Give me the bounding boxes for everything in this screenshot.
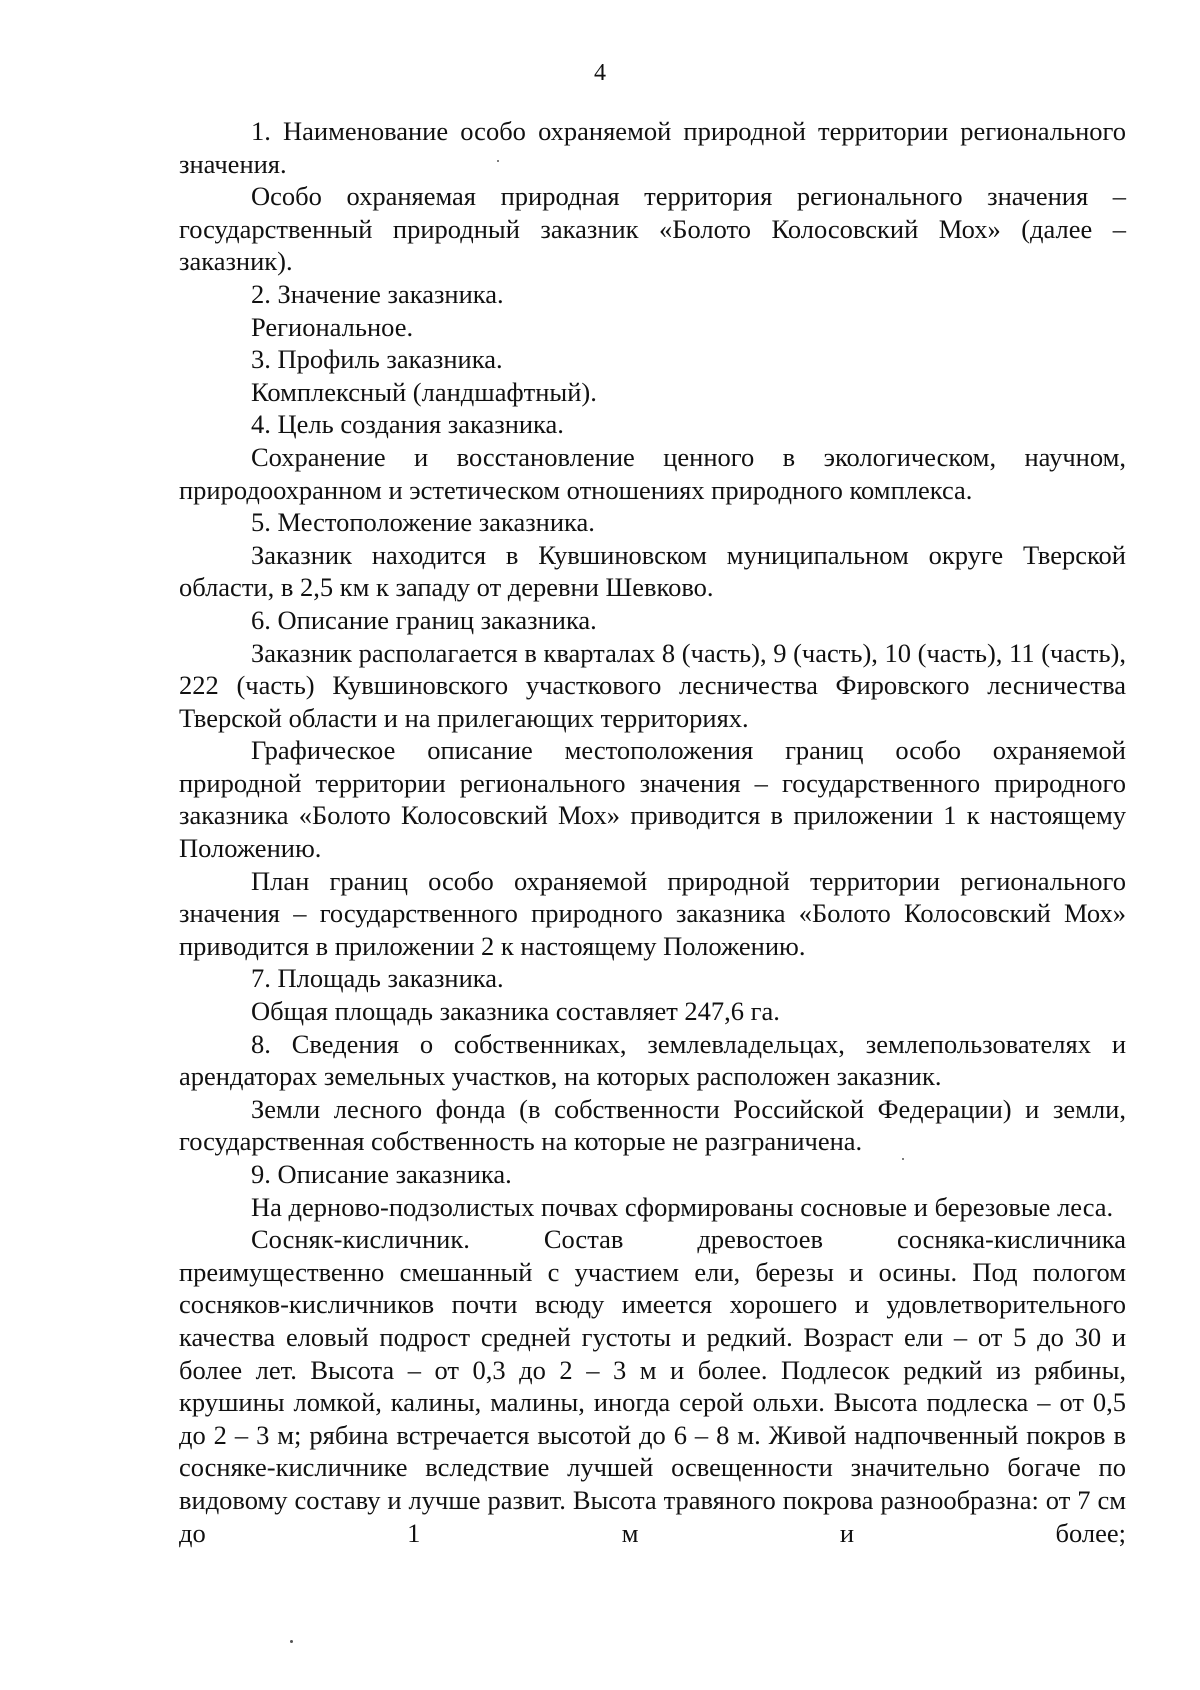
paragraph-13: Графическое описание местоположения границ особо охраняемой природной территории регионального значения – государственного природного заказника «Болото Колосовский Мох» приводится в приложении 1 к настоящему Положению. <box>179 735 1126 864</box>
paragraph-12: Заказник располагается в кварталах 8 (часть), 9 (часть), 10 (часть), 11 (часть), 222 (часть) Кувшиновского участкового лесничества Фировского лесничества Тверской области и на прилегающих территориях. <box>179 637 1126 733</box>
paragraph-20: На дерново-подзолистых почвах сформированы сосновые и березовые леса. <box>251 1191 1114 1222</box>
paragraph-19: 9. Описание заказника. <box>251 1159 512 1189</box>
paragraph-5: 3. Профиль заказника. <box>251 344 503 375</box>
paragraph-15: 7. Площадь заказника. <box>251 963 504 994</box>
paragraph-10: Заказник находится в Кувшиновском муниципальном округе Тверской области, в 2,5 км к западу от деревни Шевково. <box>179 539 1126 603</box>
document-body <box>179 115 1126 1549</box>
paragraph-18: Земли лесного фонда (в собственности Российской Федерации) и земли, государственная собственность на которые не разграничена. <box>179 1093 1126 1157</box>
paragraph-4: Региональное. <box>251 311 414 342</box>
paragraph-11: 6. Описание границ заказника. <box>251 604 597 635</box>
scan-speck <box>902 1158 904 1160</box>
scan-speck <box>290 1640 293 1643</box>
paragraph-21: Сосняк-кисличник. Состав древостоев сосняка-кисличника преимущественно смешанный с участием ели, березы и осины. Под пологом сосняков-кисличников почти всюду имеется хорошего и удовлетворительного качества еловый подрост средней густоты и редкий. Возраст ели – от 5 до 30 и более лет. Высота – от 0,3 до 2 – 3 м и более. Подлесок редкий из рябины, крушины ломкой, калины, малины, иногда серой ольхи. Высота подлеска – от 0,5 до 2 – 3 м; рябина встречается высотой до 6 – 8 м. Живой надпочвенный покров в сосняке-кисличнике вследствие лучшей освещенности значительно богаче по видовому составу и лучше развит. Высота травяного покрова разнообразна: от 7 см до 1 м и более; <box>179 1224 1126 1548</box>
paragraph-14: План границ особо охраняемой природной территории регионального значения – государственного природного заказника «Болото Колосовский Мох» приводится в приложении 2 к настоящему Положению. <box>179 865 1126 961</box>
paragraph-8: Сохранение и восстановление ценного в экологическом, научном, природоохранном и эстетическом отношениях природного комплекса. <box>179 441 1126 505</box>
paragraph-1: 1. Наименование особо охраняемой природной территории регионального значения. <box>179 116 1126 179</box>
paragraph-17: 8. Сведения о собственниках, землевладельцах, землепользователях и арендаторах земельных участков, на которых расположен заказник. <box>179 1028 1126 1092</box>
paragraph-7: 4. Цель создания заказника. <box>251 409 564 440</box>
paragraph-9: 5. Местоположение заказника. <box>251 507 595 538</box>
paragraph-6: Комплексный (ландшафтный). <box>251 376 597 407</box>
paragraph-3: 2. Значение заказника. <box>251 278 504 309</box>
page-number: 4 <box>594 60 606 86</box>
paragraph-16: Общая площадь заказника составляет 247,6 га. <box>251 996 780 1027</box>
paragraph-2: Особо охраняемая природная территория регионального значения – государственный природный заказник «Болото Колосовский Мох» (далее – заказник). <box>179 181 1126 277</box>
scan-speck <box>497 160 499 162</box>
